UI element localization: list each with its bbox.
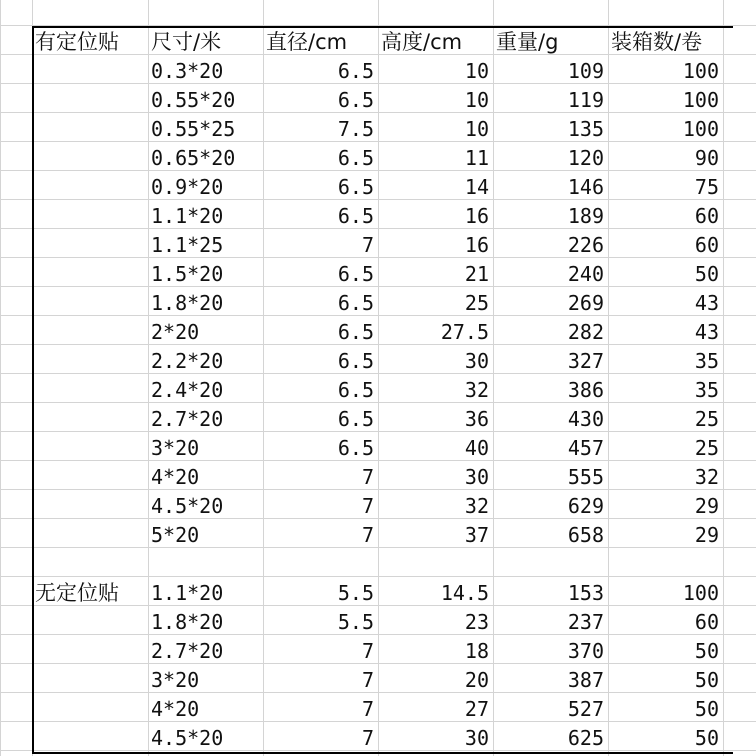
value-cell[interactable]: 10 xyxy=(464,88,489,112)
value-cell[interactable]: 36 xyxy=(464,407,489,431)
value-cell[interactable]: 7 xyxy=(361,726,374,750)
size-cell[interactable]: 0.65*20 xyxy=(151,146,236,170)
value-cell[interactable]: 14.5 xyxy=(440,581,489,605)
size-cell[interactable]: 3*20 xyxy=(151,436,200,460)
size-cell[interactable]: 1.8*20 xyxy=(151,610,224,634)
value-cell[interactable]: 658 xyxy=(567,523,604,547)
value-cell[interactable]: 6.5 xyxy=(337,291,374,315)
header-cell[interactable]: 直径/cm xyxy=(266,30,348,54)
value-cell[interactable]: 35 xyxy=(694,378,719,402)
size-cell[interactable]: 4*20 xyxy=(151,465,200,489)
value-cell[interactable]: 20 xyxy=(464,668,489,692)
value-cell[interactable]: 11 xyxy=(464,146,489,170)
header-cell[interactable]: 装箱数/卷 xyxy=(611,30,703,54)
gridline-vertical xyxy=(723,0,724,756)
value-cell[interactable]: 100 xyxy=(682,581,719,605)
value-cell[interactable]: 6.5 xyxy=(337,59,374,83)
value-cell[interactable]: 7 xyxy=(361,465,374,489)
table-border xyxy=(32,752,733,754)
value-cell[interactable]: 27 xyxy=(464,697,489,721)
value-cell[interactable]: 50 xyxy=(694,668,719,692)
value-cell[interactable]: 6.5 xyxy=(337,436,374,460)
value-cell[interactable]: 29 xyxy=(694,523,719,547)
size-cell[interactable]: 4.5*20 xyxy=(151,726,224,750)
size-cell[interactable]: 2.2*20 xyxy=(151,349,224,373)
value-cell[interactable]: 37 xyxy=(464,523,489,547)
value-cell[interactable]: 100 xyxy=(682,117,719,141)
header-cell[interactable]: 重量/g xyxy=(496,30,559,54)
value-cell[interactable]: 327 xyxy=(567,349,604,373)
size-cell[interactable]: 0.3*20 xyxy=(151,59,224,83)
value-cell[interactable]: 100 xyxy=(682,88,719,112)
value-cell[interactable]: 7 xyxy=(361,233,374,257)
header-cell[interactable]: 高度/cm xyxy=(381,30,463,54)
value-cell[interactable]: 6.5 xyxy=(337,146,374,170)
value-cell[interactable]: 6.5 xyxy=(337,175,374,199)
value-cell[interactable]: 30 xyxy=(464,349,489,373)
size-cell[interactable]: 4*20 xyxy=(151,697,200,721)
value-cell[interactable]: 16 xyxy=(464,233,489,257)
value-cell[interactable]: 189 xyxy=(567,204,604,228)
value-cell[interactable]: 146 xyxy=(567,175,604,199)
size-cell[interactable]: 2.4*20 xyxy=(151,378,224,402)
value-cell[interactable]: 90 xyxy=(694,146,719,170)
value-cell[interactable]: 100 xyxy=(682,59,719,83)
value-cell[interactable]: 7 xyxy=(361,697,374,721)
value-cell[interactable]: 6.5 xyxy=(337,262,374,286)
value-cell[interactable]: 27.5 xyxy=(440,320,489,344)
value-cell[interactable]: 6.5 xyxy=(337,320,374,344)
value-cell[interactable]: 7 xyxy=(361,668,374,692)
size-cell[interactable]: 0.55*20 xyxy=(151,88,236,112)
size-cell[interactable]: 1.5*20 xyxy=(151,262,224,286)
size-cell[interactable]: 1.1*20 xyxy=(151,581,224,605)
value-cell[interactable]: 457 xyxy=(567,436,604,460)
value-cell[interactable]: 40 xyxy=(464,436,489,460)
size-cell[interactable]: 3*20 xyxy=(151,668,200,692)
value-cell[interactable]: 387 xyxy=(567,668,604,692)
value-cell[interactable]: 153 xyxy=(567,581,604,605)
group-label[interactable]: 无定位贴 xyxy=(35,581,119,605)
value-cell[interactable]: 370 xyxy=(567,639,604,663)
value-cell[interactable]: 10 xyxy=(464,117,489,141)
size-cell[interactable]: 1.8*20 xyxy=(151,291,224,315)
value-cell[interactable]: 555 xyxy=(567,465,604,489)
value-cell[interactable]: 629 xyxy=(567,494,604,518)
size-cell[interactable]: 2.7*20 xyxy=(151,639,224,663)
header-cell[interactable]: 有定位贴 xyxy=(35,30,119,54)
value-cell[interactable]: 430 xyxy=(567,407,604,431)
value-cell[interactable]: 282 xyxy=(567,320,604,344)
value-cell[interactable]: 119 xyxy=(567,88,604,112)
value-cell[interactable]: 21 xyxy=(464,262,489,286)
size-cell[interactable]: 0.55*25 xyxy=(151,117,236,141)
value-cell[interactable]: 25 xyxy=(464,291,489,315)
value-cell[interactable]: 50 xyxy=(694,639,719,663)
value-cell[interactable]: 10 xyxy=(464,59,489,83)
value-cell[interactable]: 23 xyxy=(464,610,489,634)
value-cell[interactable]: 50 xyxy=(694,697,719,721)
value-cell[interactable]: 32 xyxy=(464,378,489,402)
header-cell[interactable]: 尺寸/米 xyxy=(151,30,222,54)
gridline-horizontal xyxy=(0,576,756,577)
size-cell[interactable]: 0.9*20 xyxy=(151,175,224,199)
value-cell[interactable]: 527 xyxy=(567,697,604,721)
value-cell[interactable]: 18 xyxy=(464,639,489,663)
size-cell[interactable]: 1.1*20 xyxy=(151,204,224,228)
value-cell[interactable]: 6.5 xyxy=(337,204,374,228)
value-cell[interactable]: 5.5 xyxy=(337,581,374,605)
value-cell[interactable]: 30 xyxy=(464,465,489,489)
size-cell[interactable]: 4.5*20 xyxy=(151,494,224,518)
value-cell[interactable]: 16 xyxy=(464,204,489,228)
size-cell[interactable]: 2*20 xyxy=(151,320,200,344)
value-cell[interactable]: 625 xyxy=(567,726,604,750)
value-cell[interactable]: 6.5 xyxy=(337,407,374,431)
value-cell[interactable]: 7 xyxy=(361,523,374,547)
value-cell[interactable]: 60 xyxy=(694,610,719,634)
value-cell[interactable]: 237 xyxy=(567,610,604,634)
value-cell[interactable]: 14 xyxy=(464,175,489,199)
value-cell[interactable]: 32 xyxy=(464,494,489,518)
value-cell[interactable]: 75 xyxy=(694,175,719,199)
value-cell[interactable]: 29 xyxy=(694,494,719,518)
value-cell[interactable]: 6.5 xyxy=(337,378,374,402)
value-cell[interactable]: 25 xyxy=(694,407,719,431)
value-cell[interactable]: 32 xyxy=(694,465,719,489)
table-border xyxy=(32,26,34,752)
value-cell[interactable]: 50 xyxy=(694,726,719,750)
value-cell[interactable]: 50 xyxy=(694,262,719,286)
value-cell[interactable]: 7.5 xyxy=(337,117,374,141)
value-cell[interactable]: 269 xyxy=(567,291,604,315)
value-cell[interactable]: 6.5 xyxy=(337,88,374,112)
value-cell[interactable]: 120 xyxy=(567,146,604,170)
value-cell[interactable]: 135 xyxy=(567,117,604,141)
value-cell[interactable]: 25 xyxy=(694,436,719,460)
value-cell[interactable]: 7 xyxy=(361,639,374,663)
value-cell[interactable]: 226 xyxy=(567,233,604,257)
value-cell[interactable]: 30 xyxy=(464,726,489,750)
gridline-vertical xyxy=(0,0,1,756)
value-cell[interactable]: 35 xyxy=(694,349,719,373)
value-cell[interactable]: 60 xyxy=(694,233,719,257)
value-cell[interactable]: 240 xyxy=(567,262,604,286)
value-cell[interactable]: 60 xyxy=(694,204,719,228)
value-cell[interactable]: 43 xyxy=(694,320,719,344)
value-cell[interactable]: 5.5 xyxy=(337,610,374,634)
value-cell[interactable]: 6.5 xyxy=(337,349,374,373)
value-cell[interactable]: 43 xyxy=(694,291,719,315)
value-cell[interactable]: 386 xyxy=(567,378,604,402)
size-cell[interactable]: 2.7*20 xyxy=(151,407,224,431)
size-cell[interactable]: 1.1*25 xyxy=(151,233,224,257)
value-cell[interactable]: 7 xyxy=(361,494,374,518)
size-cell[interactable]: 5*20 xyxy=(151,523,200,547)
value-cell[interactable]: 109 xyxy=(567,59,604,83)
